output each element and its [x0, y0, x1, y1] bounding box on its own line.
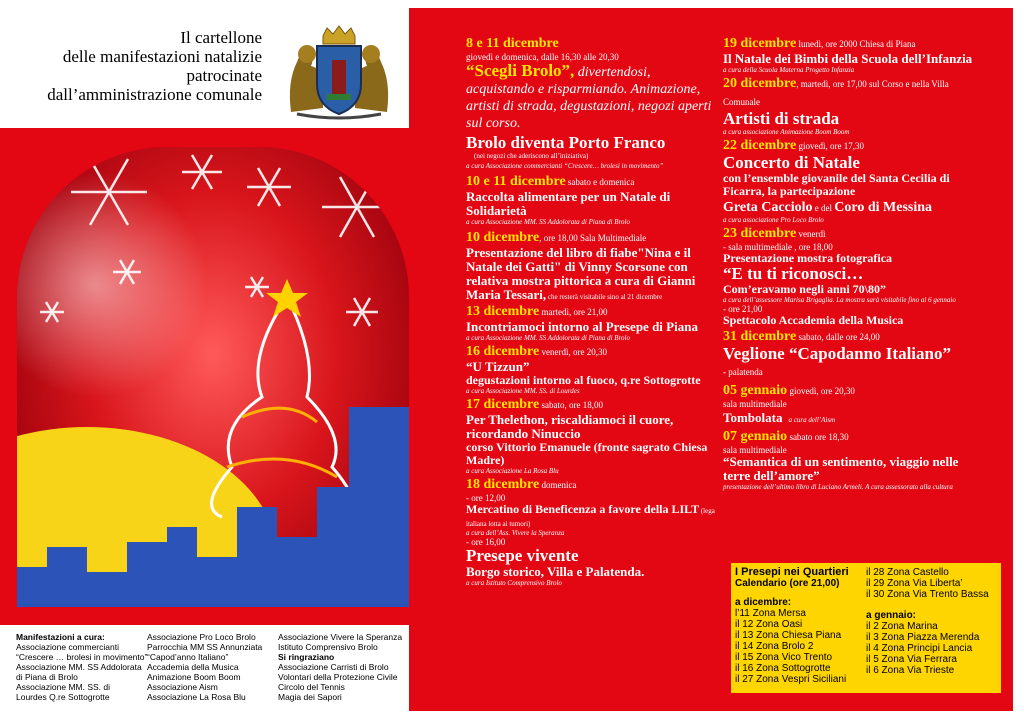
event-date: 22 dicembre: [723, 138, 797, 153]
event-time: giovedì e domenica, dalle 16,30 alle 20,30: [466, 52, 619, 62]
event-guest: Coro di Messina: [834, 200, 933, 215]
event-title: “Semantica di un sentimento, viaggio nelle terre dell’amore”: [723, 454, 959, 483]
event-date: 16 dicembre: [466, 344, 540, 359]
event-date: 07 gennaio: [723, 429, 788, 444]
event-org: a cura associazione Animazione Boom Boom: [723, 128, 850, 136]
event-place: sala multimediale: [723, 399, 787, 409]
list-item: il 15 Zona Vico Trento: [735, 652, 833, 663]
list-item: il 13 Zona Chiesa Piana: [735, 630, 842, 641]
events-column-2: [723, 34, 978, 491]
event-desc: di Vinny Scorsone con relativa mostra pittorica a cura di Gianni Maria Tessari,: [466, 259, 696, 302]
event-date: 19 dicembre: [723, 36, 797, 51]
event-org: a cura Associazione La Rosa Blu: [466, 467, 559, 475]
footer-line: Magia dei Sapori: [278, 692, 342, 702]
event-time: sabato ore 18,30: [787, 432, 849, 442]
footer-line: Associazione Pro Loco Brolo: [147, 632, 256, 642]
box-subtitle: Calendario (ore 21,00): [735, 578, 840, 589]
list-item: il 29 Zona Via Liberta’: [866, 578, 963, 589]
title-line: patrocinate: [186, 66, 262, 85]
footer-line: “Capod’anno Italiano”: [147, 652, 229, 662]
event-date: 05 gennaio: [723, 383, 788, 398]
footer-col-3: [278, 632, 402, 702]
event-title: Artisti di strada: [723, 109, 840, 128]
footer-line: Associazione Vivere la Speranza: [278, 632, 403, 642]
footer-line: “Crescere … brolesi in movimento”: [16, 652, 148, 662]
footer-line: Associazione MM. SS. di: [16, 682, 111, 692]
event-org: a cura dell’Aism: [788, 416, 836, 424]
event-desc: con l’ensemble giovanile del Santa Cecilia di Ficarra, la partecipazione: [723, 171, 950, 198]
event-title: Brolo diventa Porto Franco: [466, 133, 666, 152]
footer-col-1: [16, 632, 147, 702]
list-item: il 2 Zona Marina: [866, 621, 938, 632]
event-time: - ore 16,00: [466, 537, 506, 547]
box-section-label: a gennaio:: [866, 610, 917, 621]
event-time: lunedì, ore 2000 Chiesa di Piana: [796, 39, 916, 49]
event-note: presentazione dell’ultimo libro di Luciano Armeli. A cura assessorato alla cultura: [723, 483, 953, 491]
event-place: - sala multimediale , ore 18,00: [723, 242, 833, 252]
coat-of-arms-icon: [277, 22, 401, 122]
event-title: Presepe vivente: [466, 546, 579, 565]
event-title: “Scegli Brolo”,: [466, 61, 575, 80]
event-time: venerdì: [796, 229, 826, 239]
event-org: a cura Associazione MM. SS. di Lourdes: [466, 387, 580, 395]
event-date: 18 dicembre: [466, 477, 540, 492]
event-org: a cura Associazione MM. SS Addolorata di Piana di Brolo: [466, 334, 630, 342]
event-org: a cura dell’assessore Marisa Brigaglia. La mostra sarà visitabile fino al 6 gennaio: [723, 296, 956, 304]
event-title: Il Natale dei Bimbi della Scuola dell’Infanzia: [723, 51, 973, 66]
event-date: 20 dicembre: [723, 76, 797, 91]
event-title: “E tu ti riconosci…: [723, 264, 864, 283]
event-place: sala multimediale: [723, 445, 787, 455]
footer-line: Animazione Boom Boom: [147, 672, 241, 682]
footer-line: Associazione Carristi di Brolo: [278, 662, 389, 672]
event-title: Com’eravamo negli anni 70\80”: [723, 282, 886, 296]
presepi-calendar-box: [731, 563, 1001, 693]
event-date: 17 dicembre: [466, 397, 540, 412]
event-time: - ore 21,00: [723, 304, 763, 314]
event-date: 8 e 11 dicembre: [466, 36, 559, 51]
footer-line: Istituto Comprensivo Brolo: [278, 642, 378, 652]
event-desc: divertendosi, acquistando e risparmiando. Animazione, artisti di strada, degustazioni, negozi aperti sul corso.: [466, 65, 712, 131]
event-title: Tombolata: [723, 410, 783, 425]
title-line: Il cartellone: [180, 28, 262, 47]
event-title: Veglione “Capodanno Italiano”: [723, 344, 951, 363]
event-org: a cura dell’Ass. Vivere la Speranza: [466, 529, 565, 537]
christmas-illustration: [17, 147, 409, 607]
footer-line: Accademia della Musica: [147, 662, 239, 672]
event-desc: degustazioni intorno al fuoco, q.re Sottogrotte: [466, 373, 701, 387]
event-place: corso Vittorio Emanuele (fronte sagrato Chiesa Madre): [466, 440, 708, 467]
event-time: domenica: [539, 480, 577, 490]
footer-line: Associazione MM. SS Addolorata: [16, 662, 142, 672]
event-date: 10 dicembre: [466, 230, 540, 245]
footer-heading: Manifestazioni a cura:: [16, 632, 105, 642]
list-item: il 28 Zona Castello: [866, 567, 949, 578]
event-title: Mercatino di Beneficenza a favore della LILT: [466, 502, 700, 516]
footer-line: Associazione commercianti: [16, 642, 119, 652]
event-time: giovedì, ore 17,30: [796, 141, 864, 151]
event-guest: Greta Cacciolo: [723, 200, 813, 215]
list-item: l’11 Zona Mersa: [735, 608, 806, 619]
event-title: Incontriamoci intorno al Presepe di Piana: [466, 319, 698, 334]
event-place: Borgo storico, Villa e Palatenda.: [466, 564, 645, 579]
event-title: Spettacolo Accademia della Musica: [723, 313, 904, 327]
event-time: martedì, ore 21,00: [539, 307, 608, 317]
event-title: Presentazione del libro di fiabe"Nina e il Natale dei Gatti": [466, 245, 691, 274]
event-time: giovedì, ore 20,30: [787, 386, 855, 396]
event-time: sabato e domenica: [565, 177, 635, 187]
event-org: a cura associazione Pro Loco Brolo: [723, 216, 824, 224]
footer-line: di Piana di Brolo: [16, 672, 78, 682]
event-date: 23 dicembre: [723, 226, 797, 241]
event-date: 13 dicembre: [466, 304, 540, 319]
event-time: sabato, dalle ore 24,00: [796, 332, 880, 342]
footer-line: Circolo del Tennis: [278, 682, 345, 692]
event-time: , ore 18,00 Sala Multimediale: [539, 233, 647, 243]
title-line: dall’amministrazione comunale: [47, 85, 262, 104]
event-title: Raccolta alimentare per un Natale di Solidarietà: [466, 189, 671, 218]
box-section-label: a dicembre:: [735, 597, 792, 608]
box-title: I Presepi nei Quartieri: [735, 566, 849, 578]
footer-line: Associazione Aism: [147, 682, 218, 692]
event-title: Concerto di Natale: [723, 153, 860, 172]
event-title: Per Thelethon, riscaldiamoci il cuore, ricordando Ninuccio: [466, 412, 674, 441]
event-time: venerdì, ore 20,30: [539, 347, 607, 357]
event-time: - ore 12,00: [466, 493, 506, 503]
list-item: il 5 Zona Via Ferrara: [866, 654, 957, 665]
event-org: a cura Istituto Comprensivo Brolo: [466, 579, 562, 587]
event-note: (nei negozi che aderiscono all’iniziativa): [474, 152, 589, 160]
events-column-1: [466, 34, 716, 587]
event-org: a cura della Scuola Materna Progetto Infanzia: [723, 66, 855, 74]
event-time: , martedì, ore 17,00 sul Corso e nella Villa Comunale: [723, 79, 949, 107]
list-item: il 14 Zona Brolo 2: [735, 641, 814, 652]
list-item: il 12 Zona Oasi: [735, 619, 803, 630]
footer-line: Lourdes Q.re Sottogrotte: [16, 692, 110, 702]
title-line: delle manifestazioni natalizie: [62, 47, 262, 66]
snowflake-icon: [40, 155, 392, 326]
list-item: il 4 Zona Principi Lancia: [866, 643, 973, 654]
event-org: a cura Associazione commercianti “Crescere… brolesi in movimento”: [466, 162, 664, 170]
footer-line: Associazione La Rosa Blu: [147, 692, 246, 702]
footer-heading: Si ringraziano: [278, 652, 335, 662]
event-title: “U Tizzun”: [466, 359, 530, 374]
event-org: a cura Associazione MM. SS Addolorata di Piana di Brolo: [466, 218, 630, 226]
event-note: che resterà visitabile sino al 21 dicembre: [546, 293, 663, 301]
footer-line: Parrocchia MM SS Annunziata: [147, 642, 263, 652]
list-item: il 6 Zona Via Trieste: [866, 665, 955, 676]
list-item: il 30 Zona Via Trento Bassa: [866, 589, 989, 600]
event-date: 10 e 11 dicembre: [466, 174, 566, 189]
footer-col-2: [147, 632, 262, 702]
footer-line: Volontari della Protezione Civile: [278, 672, 398, 682]
list-item: il 27 Zona Vespri Siciliani: [735, 674, 847, 685]
list-item: il 3 Zona Piazza Merenda: [866, 632, 980, 643]
event-note: (lega italiana lotta ai tumori): [466, 507, 715, 528]
list-item: il 16 Zona Sottogrotte: [735, 663, 831, 674]
event-desc: e del: [812, 203, 835, 213]
page-title: [0, 28, 262, 104]
event-date: 31 dicembre: [723, 329, 797, 344]
event-time: sabato, ore 18,00: [539, 400, 603, 410]
event-title: Presentazione mostra fotografica: [723, 251, 893, 265]
event-place: - palatenda: [723, 367, 763, 377]
